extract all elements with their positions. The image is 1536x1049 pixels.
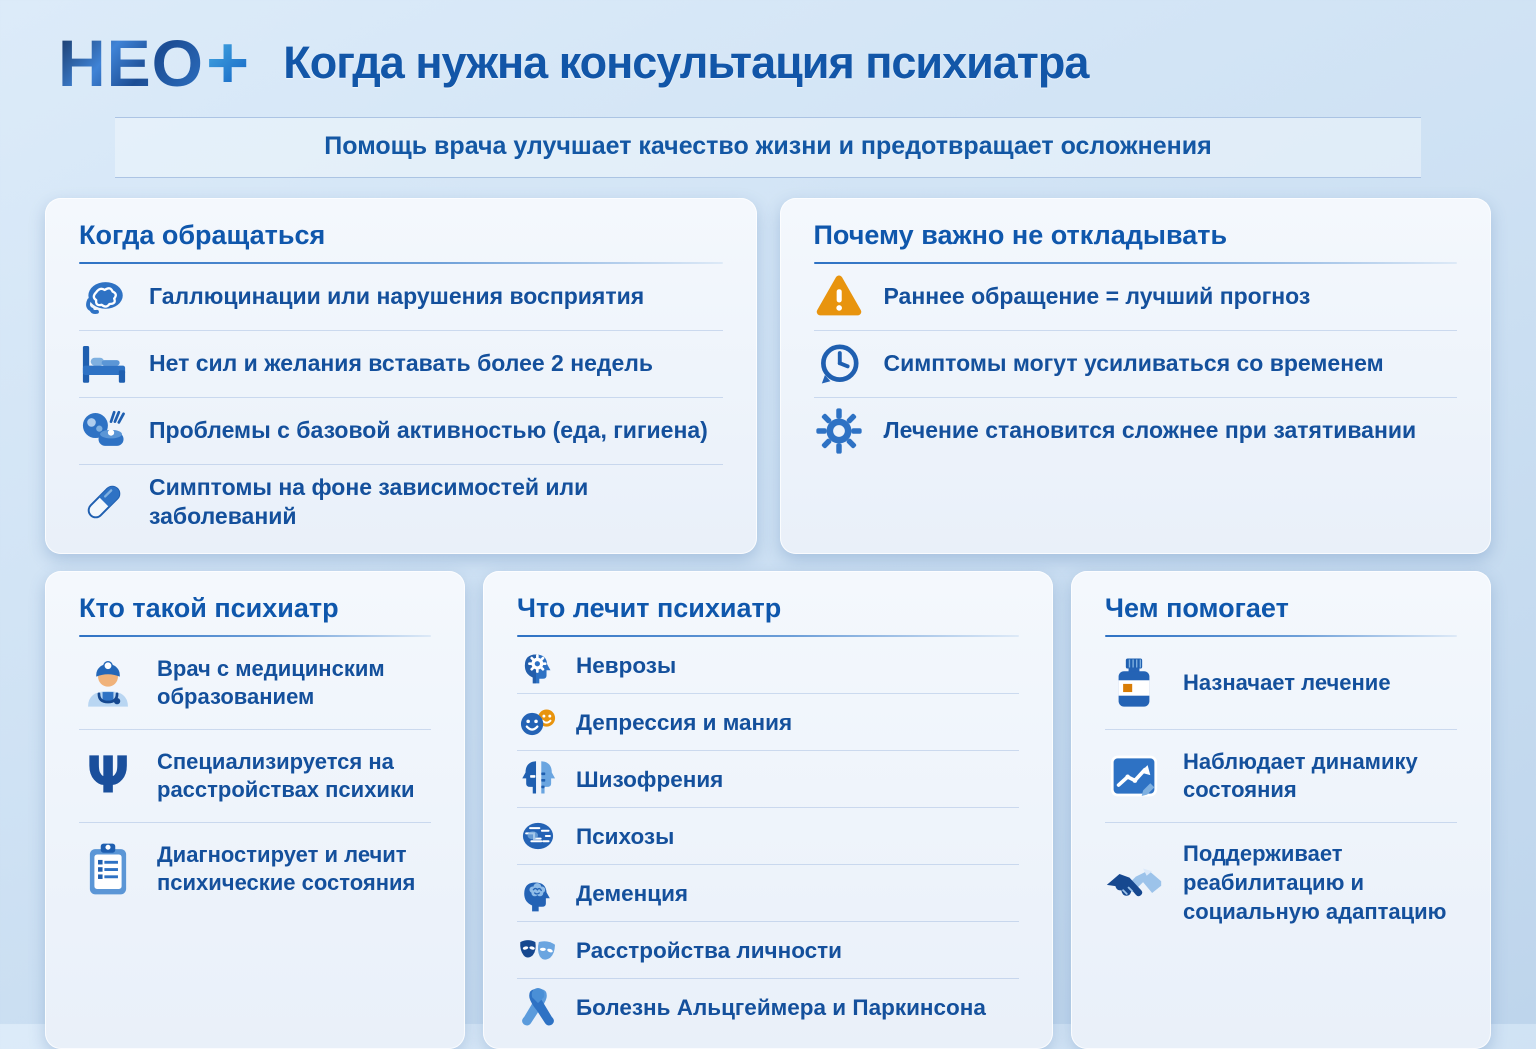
list-item	[79, 465, 723, 541]
card-how-helps	[1071, 571, 1491, 1049]
item-text: Болезнь Альцгеймера и Паркинсона	[576, 994, 986, 1020]
card-title: Чем помогает	[1105, 593, 1289, 624]
header	[0, 0, 1536, 104]
item-text: Нет сил и желания вставать более 2 недель	[149, 349, 654, 376]
list-item	[79, 823, 431, 915]
item-text: Проблемы с базовой активностью (еда, гигиена)	[149, 416, 708, 443]
neo-plus-logo	[58, 21, 250, 104]
split-head-icon	[517, 758, 559, 800]
list-item	[517, 979, 1019, 1035]
head-gear-icon	[517, 644, 559, 686]
psi-icon	[79, 747, 137, 805]
item-text: Расстройства личности	[576, 937, 843, 963]
content	[45, 198, 1491, 1049]
page-title: Когда нужна консультация психиатра	[283, 37, 1089, 89]
subtitle-band	[115, 117, 1421, 178]
clock-icon	[814, 339, 864, 389]
list-item	[517, 637, 1019, 694]
dementia-icon	[517, 872, 559, 914]
brain-icon	[79, 272, 129, 322]
psychosis-icon	[517, 815, 559, 857]
chart-icon	[1105, 747, 1163, 805]
medicine-bottle-icon	[1105, 654, 1163, 712]
item-text: Наблюдает динамику состояния	[1183, 748, 1418, 803]
list-item	[517, 865, 1019, 922]
list-item	[517, 922, 1019, 979]
list-item	[814, 264, 1458, 331]
plus-icon: +	[206, 21, 250, 104]
bottom-row	[45, 571, 1491, 1049]
card-when-to-seek-help	[45, 198, 757, 555]
handshake-icon	[1105, 854, 1163, 912]
list-item	[1105, 637, 1457, 730]
pill-icon	[79, 477, 129, 527]
item-text: Врач с медицинским образованием	[157, 655, 385, 710]
page-subtitle: Помощь врача улучшает качество жизни и предотвращает осложнения	[324, 131, 1212, 160]
masks-icon	[517, 929, 559, 971]
ribbon-icon	[517, 986, 559, 1028]
item-text: Специализируется на расстройствах психики	[157, 748, 415, 803]
item-text: Депрессия и мания	[576, 709, 793, 735]
list-item	[517, 694, 1019, 751]
logo-text: НЕО	[58, 26, 205, 101]
list-item	[79, 637, 431, 730]
item-text: Психозы	[576, 823, 675, 849]
list-item	[79, 730, 431, 823]
item-text: Симптомы могут усиливаться со временем	[883, 349, 1384, 376]
item-text: Шизофрения	[576, 766, 724, 792]
doctor-icon	[79, 654, 137, 712]
list-item	[814, 398, 1458, 464]
item-text: Раннее обращение = лучший прогноз	[883, 282, 1311, 309]
clipboard-icon	[79, 840, 137, 898]
item-text: Диагностирует и лечит психические состояния	[157, 841, 416, 896]
list-item	[1105, 730, 1457, 823]
card-what-psychiatrist-treats	[483, 571, 1053, 1049]
gear-icon	[814, 406, 864, 456]
item-text: Назначает лечение	[1183, 670, 1391, 696]
card-who-is-psychiatrist	[45, 571, 465, 1049]
list-item	[79, 264, 723, 331]
list-item	[517, 751, 1019, 808]
item-text: Неврозы	[576, 652, 677, 678]
card-title: Когда обращаться	[79, 219, 326, 250]
item-text: Симптомы на фоне зависимостей или заболеваний	[149, 473, 589, 530]
meal-icon	[79, 406, 129, 456]
list-item	[814, 331, 1458, 398]
item-text: Лечение становится сложнее при затятивании	[883, 416, 1417, 443]
card-title: Что лечит психиатр	[517, 593, 782, 624]
top-row	[45, 198, 1491, 555]
card-title: Кто такой психиатр	[79, 593, 339, 624]
list-item	[79, 331, 723, 398]
item-text: Галлюцинации или нарушения восприятия	[149, 282, 645, 309]
item-text: Поддерживает реабилитацию и социальную адаптацию	[1183, 841, 1447, 924]
list-item	[79, 398, 723, 465]
list-item	[517, 808, 1019, 865]
card-why-not-delay	[780, 198, 1492, 555]
bed-icon	[79, 339, 129, 389]
svg-text:Ψ: Ψ	[86, 747, 130, 805]
warning-icon	[814, 272, 864, 322]
list-item	[1105, 823, 1457, 943]
card-title: Почему важно не откладывать	[813, 219, 1228, 250]
item-text: Деменция	[576, 880, 689, 906]
faces-icon	[517, 701, 559, 743]
